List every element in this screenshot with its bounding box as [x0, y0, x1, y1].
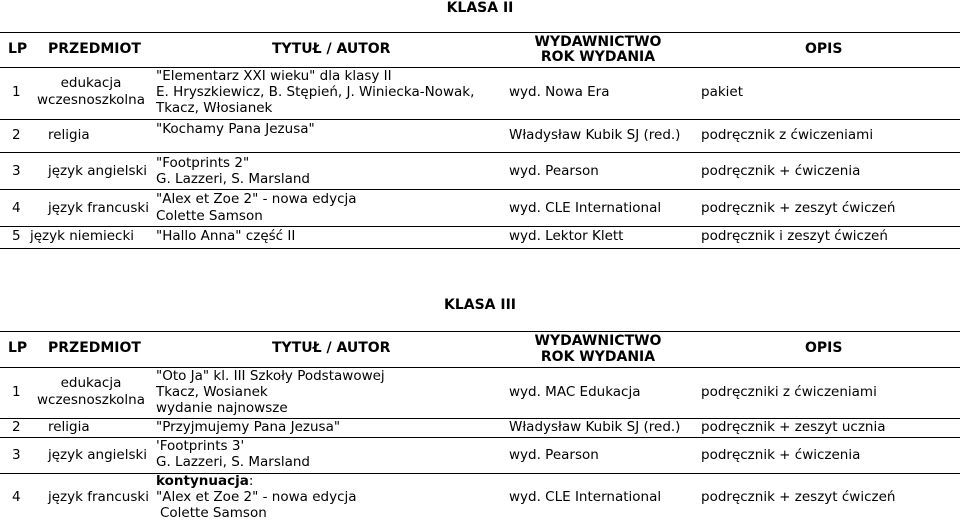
row-title-prefix-colon: :: [248, 473, 254, 489]
row-title-line2: G. Lazzeri, S. Marsland: [156, 171, 311, 187]
header-rok-wydania: ROK WYDANIA: [540, 349, 656, 365]
row-opis: podręcznik + zeszyt ucznia: [701, 419, 886, 435]
row-publisher: wyd. Lektor Klett: [509, 228, 624, 244]
row-title-prefix: [156, 474, 253, 489]
row-title-line1: "Elementarz XXI wieku" dla klasy II: [156, 68, 392, 84]
table-row: [0, 67, 960, 120]
row-title-line1: "Footprints 2": [156, 155, 250, 171]
klasa3-header-row: [0, 331, 960, 368]
row-lp: 4: [12, 489, 21, 505]
row-title-line2: E. Hryszkiewicz, B. Stępień, J. Winiecka-Nowak,: [156, 84, 475, 100]
row-title: "Hallo Anna" część II: [156, 228, 296, 244]
row-title: "Kochamy Pana Jezusa": [156, 121, 315, 137]
table-row: [0, 153, 960, 190]
row-title-line1: 'Footprints 3': [156, 438, 245, 454]
table-row: [0, 419, 960, 438]
row-subject: religia: [48, 419, 90, 435]
header-lp: LP: [8, 340, 28, 356]
row-publisher: wyd. MAC Edukacja: [509, 384, 641, 400]
row-publisher: Władysław Kubik SJ (red.): [509, 127, 681, 143]
row-subject: język niemiecki: [30, 228, 135, 244]
header-lp: LP: [8, 41, 28, 57]
row-title-prefix-label: kontynuacja: [156, 473, 249, 489]
row-title-line1: "Alex et Zoe 2" - nowa edycja: [156, 191, 357, 207]
row-lp: 3: [12, 163, 21, 179]
table-row: [0, 367, 960, 419]
row-title-line2: G. Lazzeri, S. Marsland: [156, 454, 311, 470]
header-przedmiot: PRZEDMIOT: [48, 41, 141, 57]
table-row: [0, 190, 960, 227]
row-lp: 1: [12, 84, 21, 100]
row-title-line3: wydanie najnowsze: [156, 400, 288, 416]
table-row: [0, 438, 960, 474]
header-wydawnictwo: WYDAWNICTWO: [534, 333, 662, 349]
row-subject: język angielski: [48, 163, 148, 179]
row-title-line1: "Oto Ja" kl. III Szkoły Podstawowej: [156, 368, 385, 384]
header-opis: OPIS: [805, 340, 843, 356]
header-opis: OPIS: [805, 41, 843, 57]
row-publisher: wyd. CLE International: [509, 200, 662, 216]
row-lp: 5: [12, 228, 21, 244]
header-przedmiot: PRZEDMIOT: [48, 340, 141, 356]
row-lp: 1: [12, 384, 21, 400]
row-publisher: wyd. Pearson: [509, 447, 599, 463]
row-publisher: wyd. Pearson: [509, 163, 599, 179]
row-subject-line1: edukacja: [60, 75, 122, 91]
row-opis: podręcznik + zeszyt ćwiczeń: [701, 489, 896, 505]
row-subject: język angielski: [48, 447, 148, 463]
header-wydawnictwo: WYDAWNICTWO: [534, 34, 662, 50]
row-lp: 3: [12, 447, 21, 463]
row-opis: podręczniki z ćwiczeniami: [701, 384, 877, 400]
table-row: [0, 474, 960, 523]
row-lp: 2: [12, 419, 21, 435]
row-subject: język francuski: [48, 200, 149, 216]
row-title-line2: Tkacz, Wosianek: [156, 384, 268, 400]
row-opis: podręcznik + ćwiczenia: [701, 447, 861, 463]
klasa2-header-row: [0, 32, 960, 68]
row-lp: 2: [12, 127, 21, 143]
row-title-line1: "Alex et Zoe 2" - nowa edycja: [156, 489, 357, 505]
row-publisher: wyd. Nowa Era: [509, 84, 610, 100]
header-tytul: TYTUŁ / AUTOR: [272, 41, 391, 57]
row-opis: pakiet: [701, 84, 744, 100]
row-opis: podręcznik z ćwiczeniami: [701, 127, 874, 143]
header-rok-wydania: ROK WYDANIA: [540, 49, 656, 65]
table-row: [0, 227, 960, 249]
klasa3-title: KLASA III: [443, 297, 517, 313]
row-title-line3: Tkacz, Włosianek: [156, 100, 273, 116]
row-opis: podręcznik i zeszyt ćwiczeń: [701, 228, 888, 244]
header-tytul: TYTUŁ / AUTOR: [272, 340, 391, 356]
row-title-line2: Colette Samson: [160, 505, 267, 521]
row-publisher: Władysław Kubik SJ (red.): [509, 419, 681, 435]
row-opis: podręcznik + zeszyt ćwiczeń: [701, 200, 896, 216]
table-row: [0, 120, 960, 153]
row-opis: podręcznik + ćwiczenia: [701, 163, 861, 179]
row-subject: religia: [48, 127, 90, 143]
row-subject-line2: wczesnoszkolna: [37, 92, 145, 108]
row-title-line2: Colette Samson: [156, 208, 263, 224]
row-subject-line2: wczesnoszkolna: [37, 392, 145, 408]
row-title: "Przyjmujemy Pana Jezusa": [156, 419, 341, 435]
row-subject: język francuski: [48, 489, 149, 505]
row-publisher: wyd. CLE International: [509, 489, 662, 505]
row-subject-line1: edukacja: [60, 375, 122, 391]
klasa2-title: KLASA II: [446, 0, 514, 16]
row-lp: 4: [12, 200, 21, 216]
